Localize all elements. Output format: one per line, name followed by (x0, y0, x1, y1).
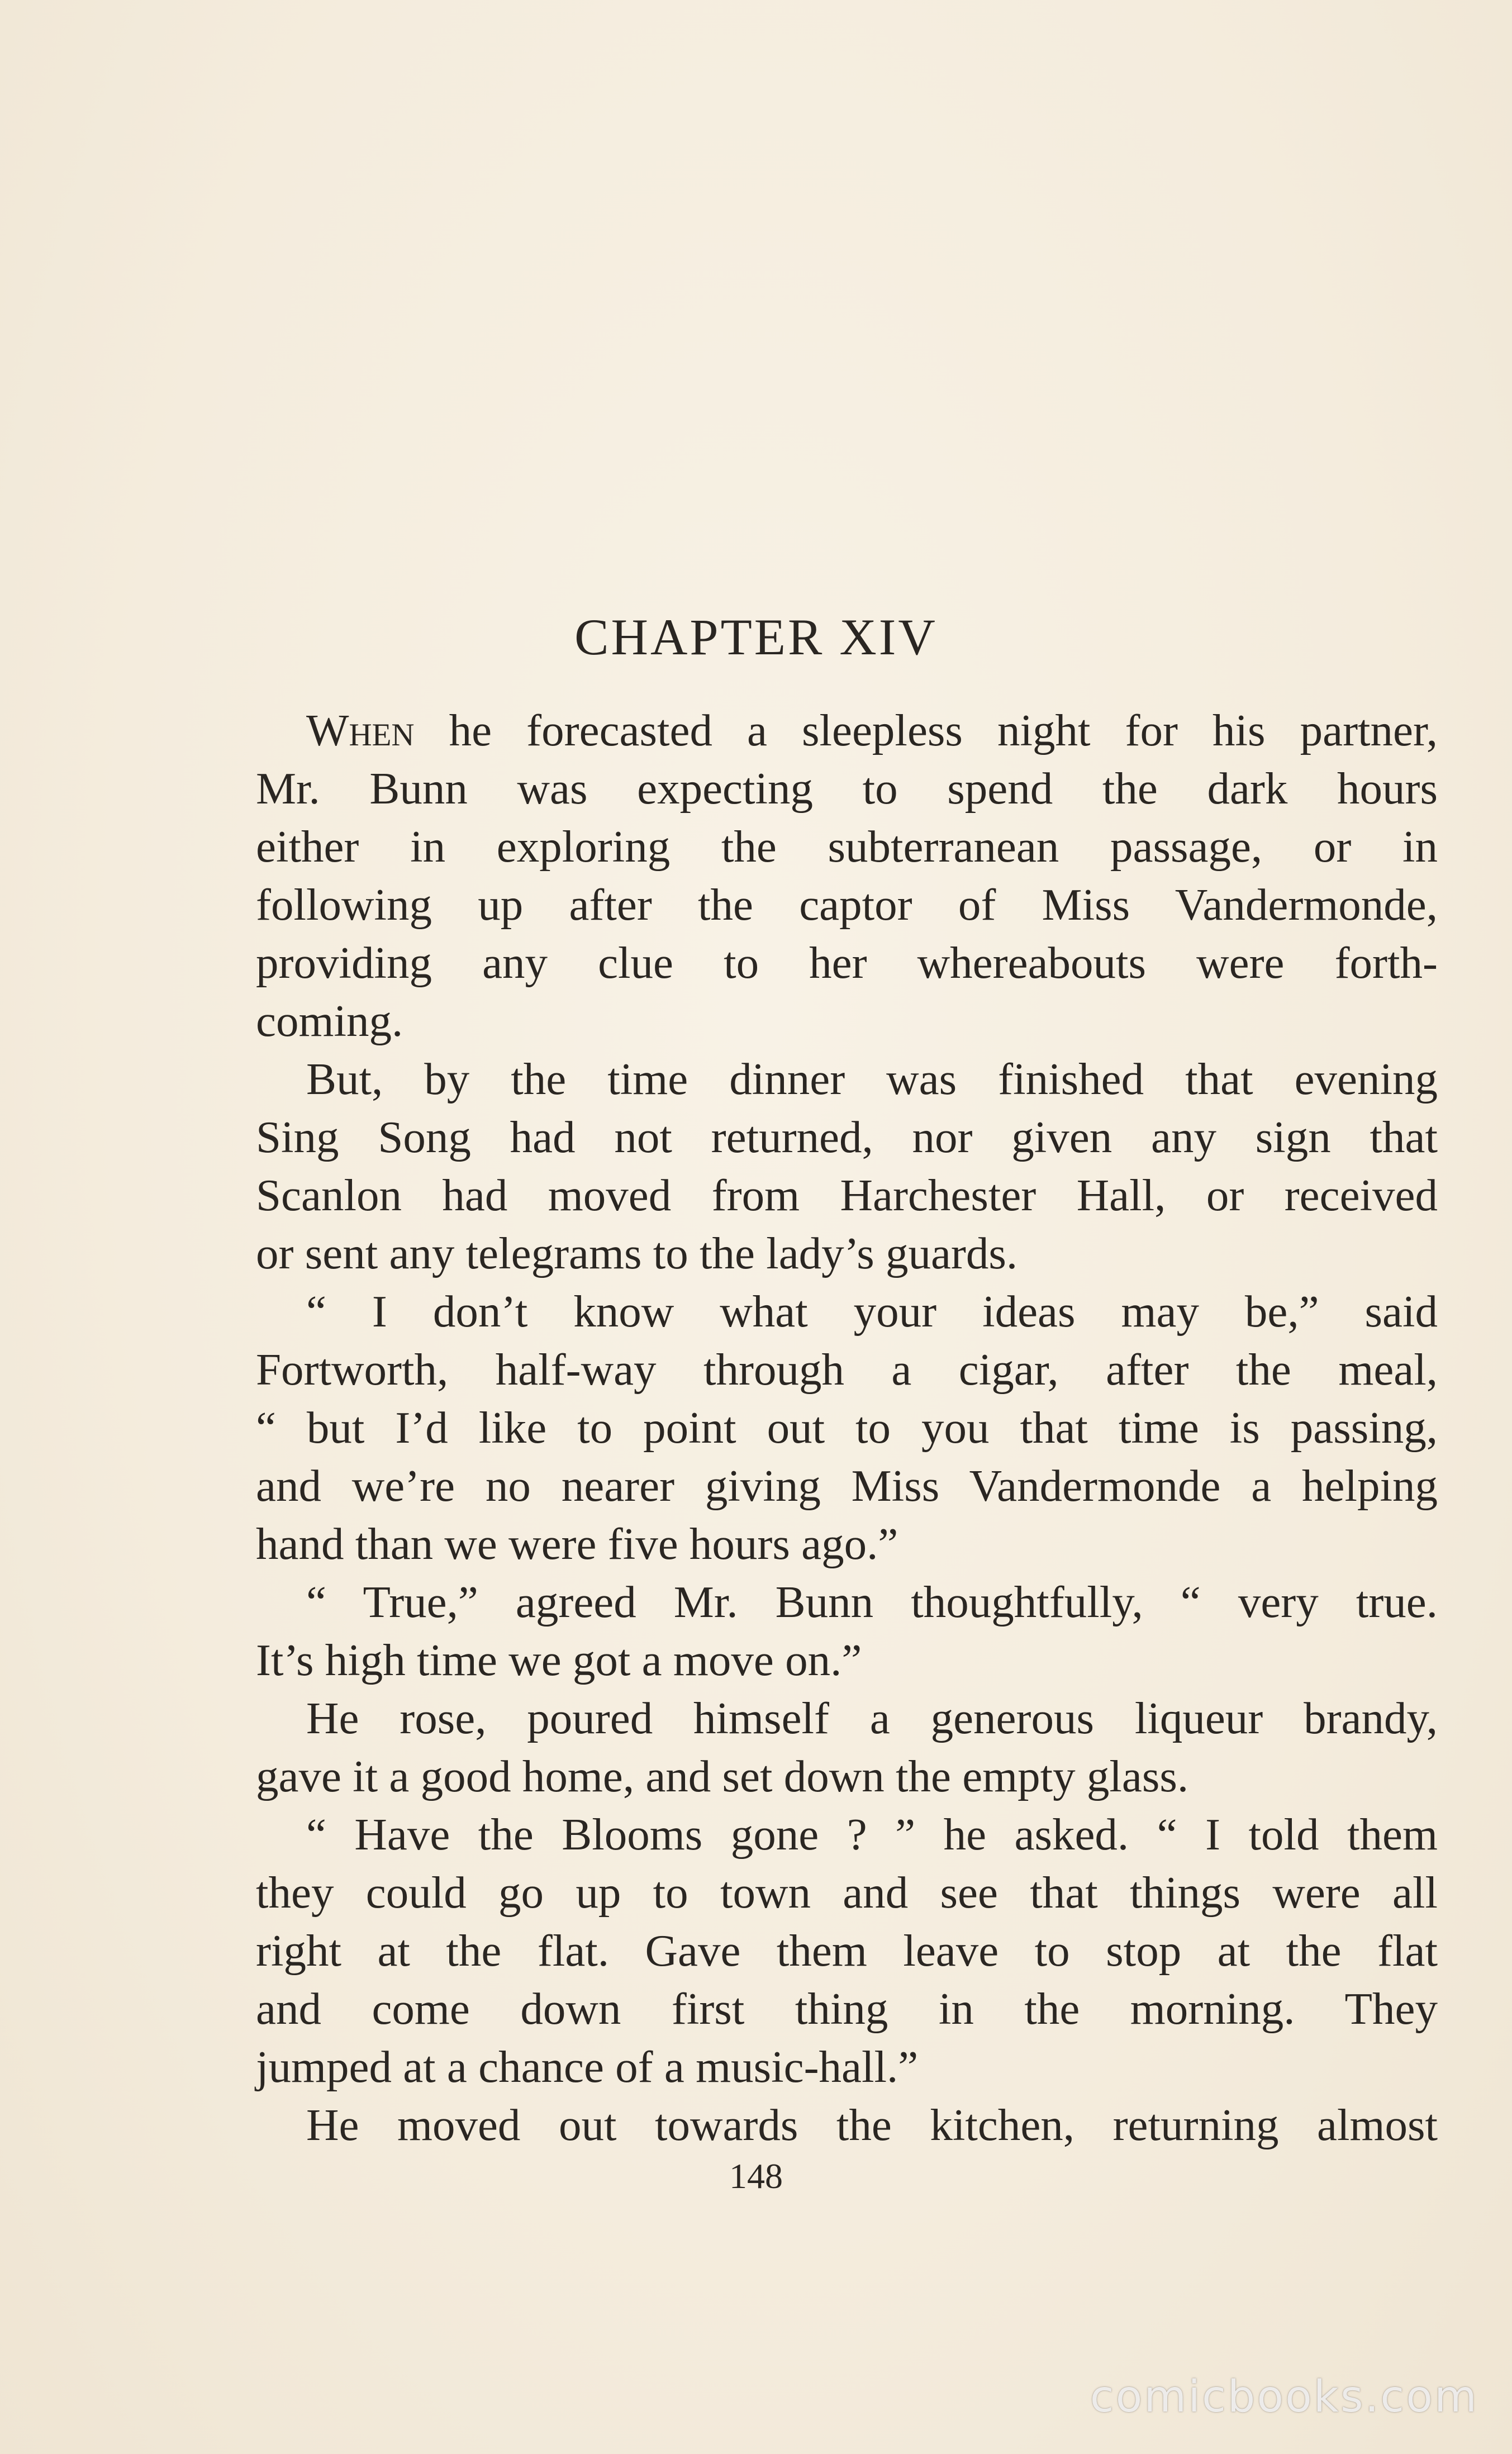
text-line: Mr. Bunn was expecting to spend the dark hours (256, 763, 1438, 814)
text-line: and we’re no nearer giving Miss Vandermonde a helping (256, 1461, 1438, 1511)
text-line: He rose, poured himself a generous liqueur brandy, (306, 1693, 1438, 1743)
text-line: right at the flat. Gave them leave to stop at the flat (256, 1925, 1438, 1976)
text-line: “ but I’d like to point out to you that time is passing, (256, 1402, 1438, 1453)
text-line: Fortworth, half-way through a cigar, after the meal, (256, 1344, 1438, 1395)
text-line: Scanlon had moved from Harchester Hall, or received (256, 1170, 1438, 1220)
text-line: either in exploring the subterranean passage, or in (256, 821, 1438, 872)
text-line: It’s high time we got a move on.” (256, 1635, 862, 1685)
text-line: gave it a good home, and set down the empty glass. (256, 1751, 1189, 1801)
text-line: hand than we were five hours ago.” (256, 1519, 898, 1569)
body-text (256, 701, 1438, 2154)
text-line: they could go up to town and see that things were all (256, 1867, 1438, 1918)
chapter-title: CHAPTER XIV (574, 608, 938, 665)
page-number: 148 (729, 2156, 783, 2196)
text-line: following up after the captor of Miss Vandermonde, (256, 879, 1438, 930)
text-line: “ Have the Blooms gone ? ” he asked. “ I told them (306, 1809, 1438, 1859)
text-line: or sent any telegrams to the lady’s guards. (256, 1228, 1018, 1278)
text-line: But, by the time dinner was finished that evening (306, 1054, 1438, 1104)
text-line: “ True,” agreed Mr. Bunn thoughtfully, “ very true. (306, 1577, 1438, 1627)
text-line: Sing Song had not returned, nor given any sign that (256, 1112, 1438, 1162)
text-line: jumped at a chance of a music-hall.” (256, 2042, 919, 2092)
text-line: When he forecasted a sleepless night for his partner, (306, 705, 1438, 755)
drop-word: When (306, 705, 415, 755)
text-line: “ I don’t know what your ideas may be,” said (306, 1286, 1438, 1337)
text-line: He moved out towards the kitchen, returning almost (306, 2100, 1438, 2150)
text-line: coming. (256, 996, 403, 1046)
text-line: and come down first thing in the morning. They (256, 1984, 1438, 2034)
watermark: comicbooks.com (1090, 2372, 1478, 2422)
text-line: providing any clue to her whereabouts were forth- (256, 938, 1438, 988)
